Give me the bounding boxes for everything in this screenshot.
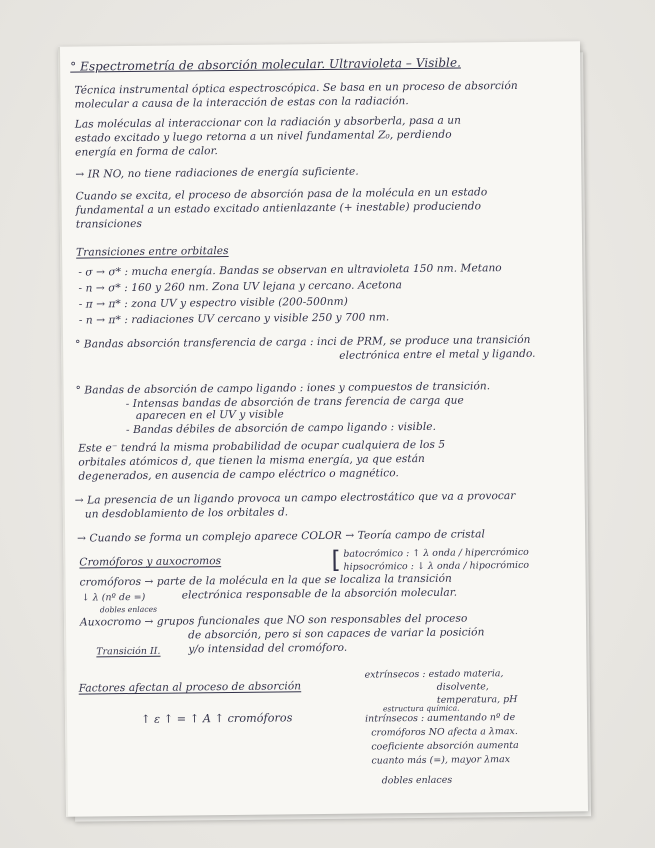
transition-ii-label: Transición II.	[96, 645, 161, 658]
intro-line-3: Las moléculas al interaccionar con la radiación y absorberla, pasa a un	[74, 114, 462, 131]
ligand-line-5: orbitales atómicos d, que tienen la misma energía, ya que están	[78, 452, 425, 469]
bathochromic-shift: batocrómico : ↑ λ onda / hipercrómico	[343, 546, 529, 560]
intro-line-1: Técnica instrumental óptica espectroscópica. Se basa en un proceso de absorción	[74, 79, 518, 97]
notebook-page	[58, 41, 588, 816]
lambda-label: ↓ λ (nº de =)	[81, 591, 146, 604]
chromophore-line-2: electrónica responsable de la absorción molecular.	[181, 586, 458, 602]
excite-line-1: Cuando se excita, el proceso de absorción pasa de la molécula en un estado	[75, 186, 488, 203]
chromophores-heading: Cromóforos y auxocromos	[79, 555, 222, 569]
transition-pi-pi: - π → π* : zona UV y espectro visible (200-500nm)	[78, 295, 348, 311]
ligand-line-6: degenerados, en ausencia de campo eléctrico o magnético.	[78, 467, 399, 483]
intrinsic-line-1: intrínsecos : aumentando nº de	[364, 712, 516, 725]
ligand-line-3: - Bandas débiles de absorción de campo ligando : visible.	[125, 420, 437, 437]
intro-line-2: molecular a causa de la interacción de estas con la radiación.	[74, 95, 409, 111]
chromophore-line-1: cromóforos → parte de la molécula en la que se localiza la transición	[79, 572, 452, 589]
intrinsic-line-3: coeficiente absorción aumenta	[371, 739, 519, 753]
transitions-heading: Transiciones entre orbitales	[76, 244, 229, 259]
excite-line-2: fundamental a un estado excitado antienlazante (+ inestable) produciendo	[75, 200, 482, 217]
double-bonds-bottom: dobles enlaces	[381, 774, 453, 787]
complex-color-note: → Cuando se forma un complejo aparece COLOR → Teoría campo de cristal	[77, 528, 485, 545]
extrinsic-line-2: disolvente,	[436, 681, 489, 693]
factors-heading: Factores afectan al proceso de absorción	[78, 680, 302, 695]
excite-line-3: transiciones	[75, 217, 143, 231]
ligand-line-2: aparecen en el UV y visible	[135, 408, 284, 422]
auxochrome-line-3: y/o intensidad del cromóforo.	[188, 641, 348, 656]
intro-line-5: energía en forma de calor.	[75, 145, 218, 159]
double-bonds-note: dobles enlaces	[99, 604, 158, 615]
intrinsic-line-4: cuanto más (=), mayor λmax	[371, 754, 511, 767]
ligand-line-1: - Intensas bandas de absorción de trans ferencia de carga que	[125, 394, 464, 411]
auxochrome-line-2: de absorción, pero si son capaces de variar la posición	[188, 626, 485, 642]
shift-brace: [	[331, 545, 341, 574]
charge-transfer-line-2: electrónica entre el metal y ligando.	[339, 347, 536, 362]
intro-line-4: estado excitado y luego retorna a un nivel fundamental Z₀, perdiendo	[74, 128, 452, 145]
charge-transfer-line-1: ° Bandas absorción transferencia de carga : inci de PRM, se produce una transición	[75, 333, 531, 351]
transition-n-sigma: - n → σ* : 160 y 260 nm. Zona UV lejana y cercano. Acetona	[78, 279, 403, 295]
intrinsic-line-2: cromóforos NO afecta a λmax.	[371, 725, 518, 739]
absorption-equation: ↑ ε ↑ = ↑ A ↑ cromóforos	[140, 711, 293, 726]
ligand-line-4: Este e⁻ tendrá la misma probabilidad de ocupar cualquiera de los 5	[78, 438, 446, 455]
ligand-field-heading: ° Bandas de absorción de campo ligando : iones y compuestos de transición.	[75, 380, 491, 397]
ligand-field-line-1: → La presencia de un ligando provoca un campo electrostático que va a provocar	[74, 489, 516, 507]
page-title: ° Espectrometría de absorción molecular. Ultravioleta – Visible.	[70, 55, 461, 74]
transition-sigma: - σ → σ* : mucha energía. Bandas se observan en ultravioleta 150 nm. Metano	[78, 262, 502, 279]
extrinsic-line-3: temperatura, pH	[436, 693, 518, 706]
auxochrome-line-1: Auxocromo → grupos funcionales que NO son responsables del proceso	[79, 612, 468, 629]
hypsochromic-shift: hipsocrómico : ↓ λ onda / hipocrómico	[343, 559, 530, 573]
extrinsic-line-1: extrínsecos : estado materia,	[364, 668, 504, 681]
ir-note: → IR NO, no tiene radiaciones de energía suficiente.	[75, 165, 359, 181]
transition-n-pi: - n → π* : radiaciones UV cercano y visible 250 y 700 nm.	[78, 311, 390, 327]
chemical-structure-note: estructura química.	[382, 703, 460, 714]
ligand-field-line-2: un desdoblamiento de los orbitales d.	[84, 506, 289, 521]
